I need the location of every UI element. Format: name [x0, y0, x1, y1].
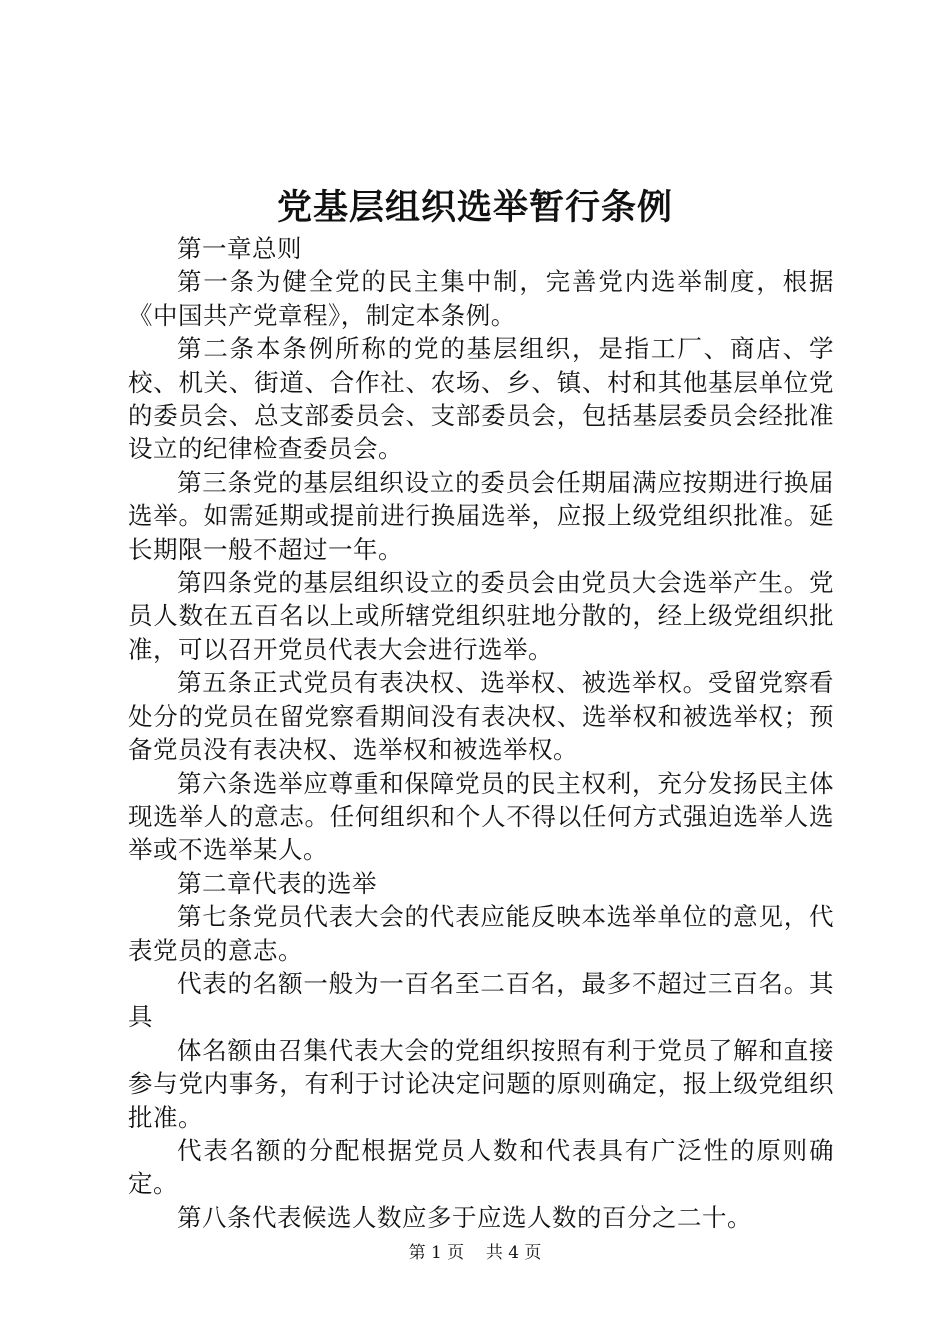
document-title: 党基层组织选举暂行条例 — [276, 187, 673, 228]
paragraph: 代表名额的分配根据党员人数和代表具有广泛性的原则确定。 — [128, 1135, 834, 1199]
paragraph: 体名额由召集代表大会的党组织按照有利于党员了解和直接参与党内事务，有利于讨论决定问题的原则确定，报上级党组织批准。 — [128, 1035, 834, 1132]
paragraph: 第六条选举应尊重和保障党员的民主权利，充分发扬民主体现选举人的意志。任何组织和个人不得以任何方式强迫选举人选举或不选举某人。 — [128, 768, 834, 865]
page-number: 第 1 页 — [408, 1243, 465, 1263]
paragraph: 第二条本条例所称的党的基层组织，是指工厂、商店、学校、机关、街道、合作社、农场、乡、镇、村和其他基层单位党的委员会、总支部委员会、支部委员会，包括基层委员会经批准设立的纪律检查委员会。 — [128, 334, 834, 464]
paragraph: 第四条党的基层组织设立的委员会由党员大会选举产生。党员人数在五百名以上或所辖党组织驻地分散的，经上级党组织批准，可以召开党员代表大会进行选举。 — [128, 568, 834, 664]
paragraph: 第一条为健全党的民主集中制，完善党内选举制度，根据《中国共产党章程》，制定本条例。 — [128, 267, 834, 330]
chapter-heading: 第二章代表的选举 — [177, 868, 377, 898]
chapter-heading: 第一章总则 — [177, 234, 302, 263]
paragraph: 第八条代表候选人数应多于应选人数的百分之二十。 — [177, 1202, 752, 1232]
paragraph: 第五条正式党员有表决权、选举权、被选举权。受留党察看处分的党员在留党察看期间没有表决权、选举权和被选举权；预备党员没有表决权、选举权和被选举权。 — [128, 668, 834, 765]
page-total: 共 4 页 — [485, 1243, 542, 1263]
spacer — [470, 1243, 481, 1263]
paragraph: 第三条党的基层组织设立的委员会任期届满应按期进行换届选举。如需延期或提前进行换届选举，应报上级党组织批准。延长期限一般不超过一年。 — [128, 467, 834, 564]
page-footer — [0, 1241, 950, 1265]
document-body — [128, 232, 834, 1234]
paragraph: 代表的名额一般为一百名至二百名，最多不超过三百名。其具 — [128, 968, 834, 1032]
paragraph: 第七条党员代表大会的代表应能反映本选举单位的意见，代表党员的意志。 — [128, 902, 834, 965]
